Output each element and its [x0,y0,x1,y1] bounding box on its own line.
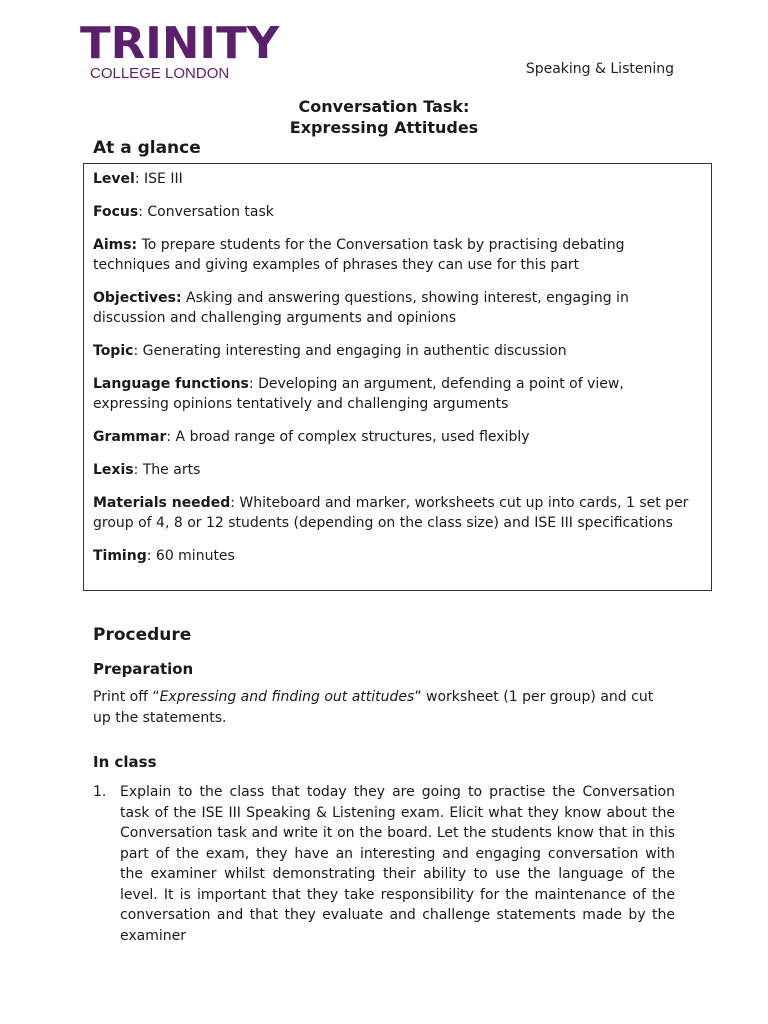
glance-item-language-functions: Language functions: Developing an argument, defending a point of view, expressing opinions tentatively and challenging arguments [93,376,624,412]
glance-label: Level [93,171,135,187]
glance-label: Focus [93,204,139,220]
glance-item-aims [93,235,699,275]
glance-value: Asking and answering questions, showing interest, engaging in discussion and challenging arguments and opinions [93,290,629,326]
glance-item-timing: Timing: 60 minutes [93,548,235,564]
trinity-logo [80,18,280,82]
glance-label: Materials needed [93,495,231,511]
in-class-steps [93,782,675,946]
glance-label: Topic [93,343,134,359]
worksheet-title: Expressing and finding out attitudes [159,689,415,705]
glance-value: Developing an argument, defending a point of view, expressing opinions tentatively and challenging arguments [93,376,624,412]
document-title [0,96,768,138]
glance-item-lexis: Lexis: The arts [93,462,201,478]
glance-label: Aims: [93,237,138,253]
preparation-text: Print off “Expressing and finding out attitudes” worksheet (1 per group) and cut up the statements. [93,689,654,726]
glance-label: Timing [93,548,147,564]
preparation-heading: Preparation [93,660,194,678]
glance-value: Whiteboard and marker, worksheets cut up into cards, 1 set per group of 4, 8 or 12 students (depending on the class size) and ISE III specifications [93,495,689,531]
glance-item-objectives [93,288,699,328]
list-item [93,782,675,946]
glance-item-focus: Focus: Conversation task [93,204,274,220]
glance-value: To prepare students for the Conversation task by practising debating techniques and giving examples of phrases they can use for this part [93,237,625,273]
glance-label: Objectives: [93,290,182,306]
glance-value: Generating interesting and engaging in authentic discussion [142,343,567,359]
logo-wordmark: TRINITY [80,18,280,69]
procedure-heading: Procedure [93,625,192,645]
glance-value: ISE III [144,171,183,187]
glance-label: Language functions [93,376,249,392]
title-line-2: Expressing Attitudes [289,118,479,137]
title-line-1: Conversation Task: [298,97,470,116]
step-text: Explain to the class that today they are going to practise the Conversation task of the ISE III Speaking & Listening exam. Elicit what they know about the Conversation task and write it on the board. Let the students know that in this part of the exam, they have an interesting and engaging conversation with the examiner whilst demonstrating their ability to use the language of the level. It is important that they take responsibility for the maintenance of the conversation and that they evaluate and challenge statements made by the examiner [120,784,675,944]
step-number: 1. [93,784,107,800]
glance-value: 60 minutes [155,548,235,564]
logo-subtitle: COLLEGE LONDON [90,65,230,82]
glance-label: Lexis [93,462,134,478]
glance-label: Grammar [93,429,167,445]
glance-value: Conversation task [147,204,274,220]
glance-item-grammar: Grammar: A broad range of complex structures, used flexibly [93,429,530,445]
in-class-heading: In class [93,753,157,771]
at-a-glance-heading: At a glance [93,138,201,158]
section-label: Speaking & Listening [525,61,674,77]
at-a-glance-box [83,163,712,591]
glance-item-materials: Materials needed: Whiteboard and marker, worksheets cut up into cards, 1 set per group of 4, 8 or 12 students (depending on the class size) and ISE III specifications [93,495,689,531]
glance-item-topic: Topic: Generating interesting and engaging in authentic discussion [93,343,567,359]
glance-value: The arts [142,462,201,478]
glance-value: A broad range of complex structures, used flexibly [175,429,530,445]
glance-item-level: Level: ISE III [93,171,183,187]
